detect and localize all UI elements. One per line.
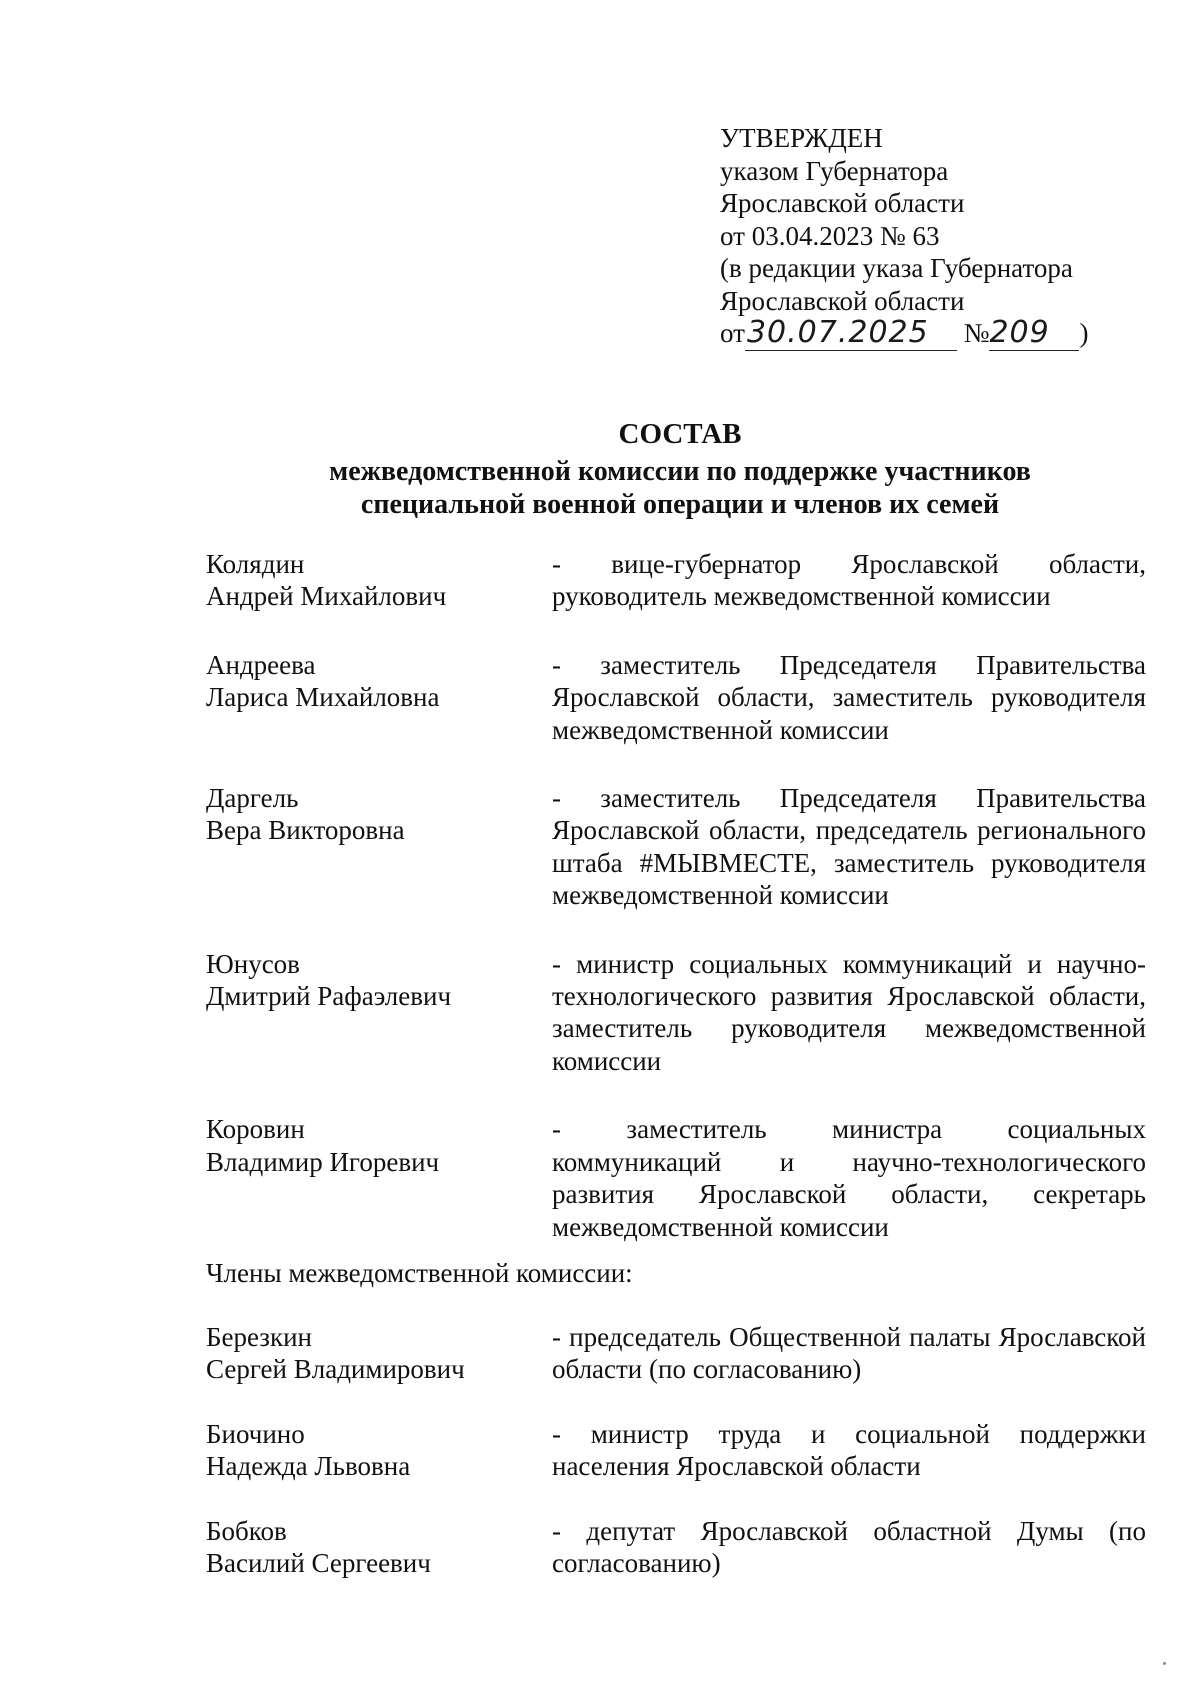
leadership-list (206, 548, 1146, 1243)
approval-line: от 03.04.2023 № 63 (720, 220, 940, 251)
close-paren: ) (1079, 318, 1089, 348)
position: - министр социальных коммуникаций и научно-технологического развития Ярославской области, заместитель руководителя межведомственной комиссии (552, 948, 1146, 1076)
surname: Березкин (206, 1322, 312, 1352)
given-names: Василий Сергеевич (206, 1548, 431, 1579)
roster-row (206, 948, 1146, 1078)
title-main: СОСТАВ (618, 418, 742, 450)
person-name (206, 548, 552, 613)
person-name (206, 1321, 552, 1386)
given-names: Лариса Михайловна (206, 682, 440, 713)
approval-line: Ярославской области (720, 285, 965, 316)
given-names: Владимир Игоревич (206, 1146, 440, 1177)
approval-line: указом Губернатора (720, 155, 949, 186)
roster-row (206, 1418, 1146, 1483)
position: - министр труда и социальной поддержки населения Ярославской области (552, 1418, 1146, 1482)
roster-row (206, 548, 1146, 613)
approval-stamp-block (720, 122, 1088, 351)
person-name (206, 782, 552, 912)
from-label: от (720, 318, 745, 348)
person-name (206, 948, 552, 1078)
given-names: Андрей Михайлович (206, 581, 447, 612)
handwritten-date: 30.07.2025 (745, 317, 957, 351)
roster-row (206, 782, 1146, 912)
person-name (206, 649, 552, 746)
given-names: Вера Викторовна (206, 815, 405, 846)
person-name (206, 1113, 552, 1243)
surname: Коровин (206, 1114, 305, 1145)
surname: Бобков (206, 1515, 287, 1546)
position: - председатель Общественной палаты Ярославской области (по согласованию) (552, 1322, 1146, 1385)
title-subtitle: межведомственной комиссии по поддержке участников (329, 456, 1031, 487)
position: - заместитель Председателя Правительства Ярославской области, заместитель руководителя межведомственной комиссии (552, 649, 1146, 745)
given-names: Надежда Львовна (206, 1451, 411, 1482)
approval-line: (в редакции указа Губернатора (720, 253, 1073, 283)
approval-line: Ярославской области (720, 188, 965, 218)
scan-speck (1163, 1662, 1166, 1665)
position: - депутат Ярославской областной Думы (по согласованию) (552, 1515, 1146, 1579)
document-title (0, 418, 1200, 521)
revision-date-line (720, 317, 1088, 351)
roster-row (206, 1515, 1146, 1580)
number-label: № (963, 318, 990, 348)
given-names: Дмитрий Рафаэлевич (206, 981, 452, 1012)
given-names: Сергей Владимирович (206, 1354, 465, 1385)
handwritten-number: 209 (989, 317, 1079, 351)
person-name (206, 1418, 552, 1483)
members-list (206, 1321, 1146, 1579)
surname: Колядин (206, 549, 305, 579)
members-heading: Члены межведомственной комиссии: (206, 1258, 633, 1288)
roster-row (206, 1321, 1146, 1386)
surname: Юнусов (206, 948, 300, 979)
roster-row (206, 1113, 1146, 1243)
position: - заместитель министра социальных коммуникаций и научно-технологического развития Ярославской области, секретарь межведомственной комиссии (552, 1114, 1146, 1242)
roster-row (206, 649, 1146, 746)
position: - заместитель Председателя Правительства Ярославской области, председатель регионального штаба #МЫВМЕСТЕ, заместитель руководителя межведомственной комиссии (552, 783, 1146, 911)
title-subtitle: специальной военной операции и членов их семей (360, 489, 1000, 520)
surname: Биочино (206, 1418, 305, 1449)
surname: Даргель (206, 783, 299, 814)
approval-title: УТВЕРЖДЕН (720, 123, 883, 153)
position: - вице-губернатор Ярославской области, руководитель межведомственной комиссии (552, 549, 1146, 612)
surname: Андреева (206, 649, 316, 680)
person-name (206, 1515, 552, 1580)
